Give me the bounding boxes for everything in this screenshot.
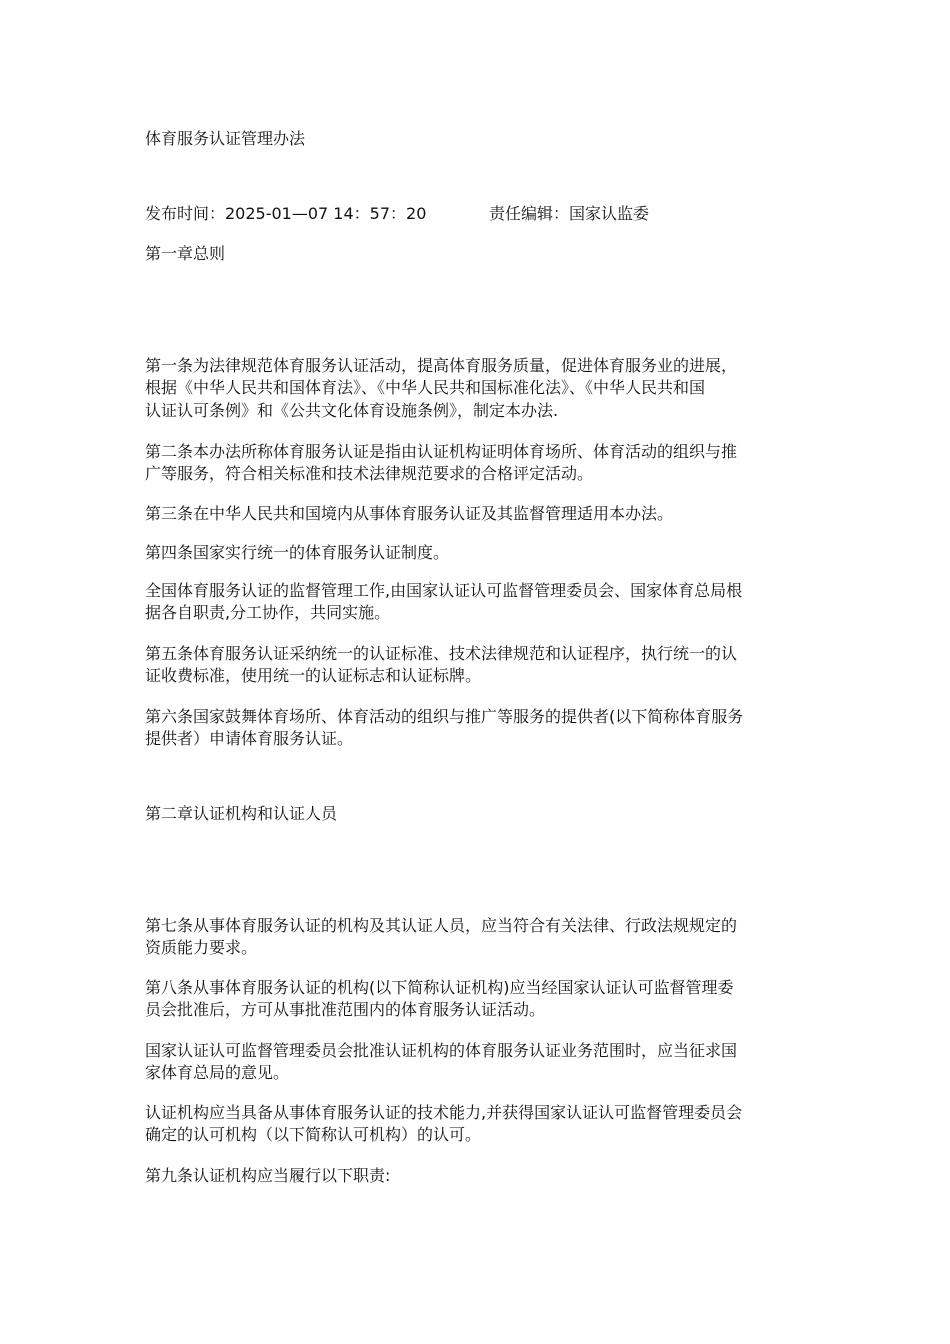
paragraph-line: 第四条国家实行统一的体育服务认证制度。 — [145, 543, 450, 562]
paragraph-line: 据各自职责,分工协作，共同实施。 — [145, 603, 391, 622]
paragraph-line: 全国体育服务认证的监督管理工作,由国家认证认可监督管理委员会、国家体育总局根 — [145, 581, 743, 600]
paragraph-line: 证收费标准，使用统一的认证标志和认证标牌。 — [145, 666, 482, 685]
chapter-heading: 第一章总则 — [145, 244, 226, 263]
paragraph-line: 第三条在中华人民共和国境内从事体育服务认证及其监督管理适用本办法。 — [145, 504, 674, 523]
paragraph-line: 提供者）申请体育服务认证。 — [145, 729, 354, 748]
paragraph-line: 第九条认证机构应当履行以下职责: — [145, 1166, 391, 1185]
paragraph-line: 国家认证认可监督管理委员会批准认证机构的体育服务认证业务范围时，应当征求国 — [145, 1041, 738, 1060]
paragraph-line: 第二条本办法所称体育服务认证是指由认证机构证明体育场所、体育活动的组织与推 — [145, 442, 738, 461]
chapter-heading: 第二章认证机构和认证人员 — [145, 804, 338, 823]
paragraph-line: 认证认可条例》和《公共文化体育设施条例》，制定本办法. — [145, 401, 559, 420]
editor: 责任编辑：国家认监委 — [489, 204, 650, 223]
paragraph-line: 第六条国家鼓舞体育场所、体育活动的组织与推广等服务的提供者(以下简称体育服务 — [145, 707, 744, 726]
paragraph-line: 第八条从事体育服务认证的机构(以下简称认证机构)应当经国家认证认可监督管理委 — [145, 978, 734, 997]
paragraph-line: 认证机构应当具备从事体育服务认证的技术能力,并获得国家认证认可监督管理委员会 — [145, 1103, 743, 1122]
paragraph-line: 第五条体育服务认证采纳统一的认证标准、技术法律规范和认证程序，执行统一的认 — [145, 644, 738, 663]
document-title: 体育服务认证管理办法 — [145, 129, 306, 148]
paragraph-line: 广等服务，符合相关标准和技术法律规范要求的合格评定活动。 — [145, 464, 594, 483]
paragraph-line: 资质能力要求。 — [145, 938, 258, 957]
publish-time: 发布时间：2025-01—07 14：57：20 — [145, 204, 427, 223]
paragraph-line: 第七条从事体育服务认证的机构及其认证人员，应当符合有关法律、行政法规规定的 — [145, 916, 738, 935]
paragraph-line: 家体育总局的意见。 — [145, 1063, 290, 1082]
paragraph-line: 员会批准后，方可从事批准范围内的体育服务认证活动。 — [145, 1000, 546, 1019]
paragraph-line: 第一条为法律规范体育服务认证活动，提高体育服务质量，促进体育服务业的进展， — [145, 356, 738, 375]
paragraph-line: 根据《中华人民共和国体育法》、《中华人民共和国标准化法》、《中华人民共和国 — [145, 378, 706, 397]
paragraph-line: 确定的认可机构（以下简称认可机构）的认可。 — [145, 1125, 482, 1144]
